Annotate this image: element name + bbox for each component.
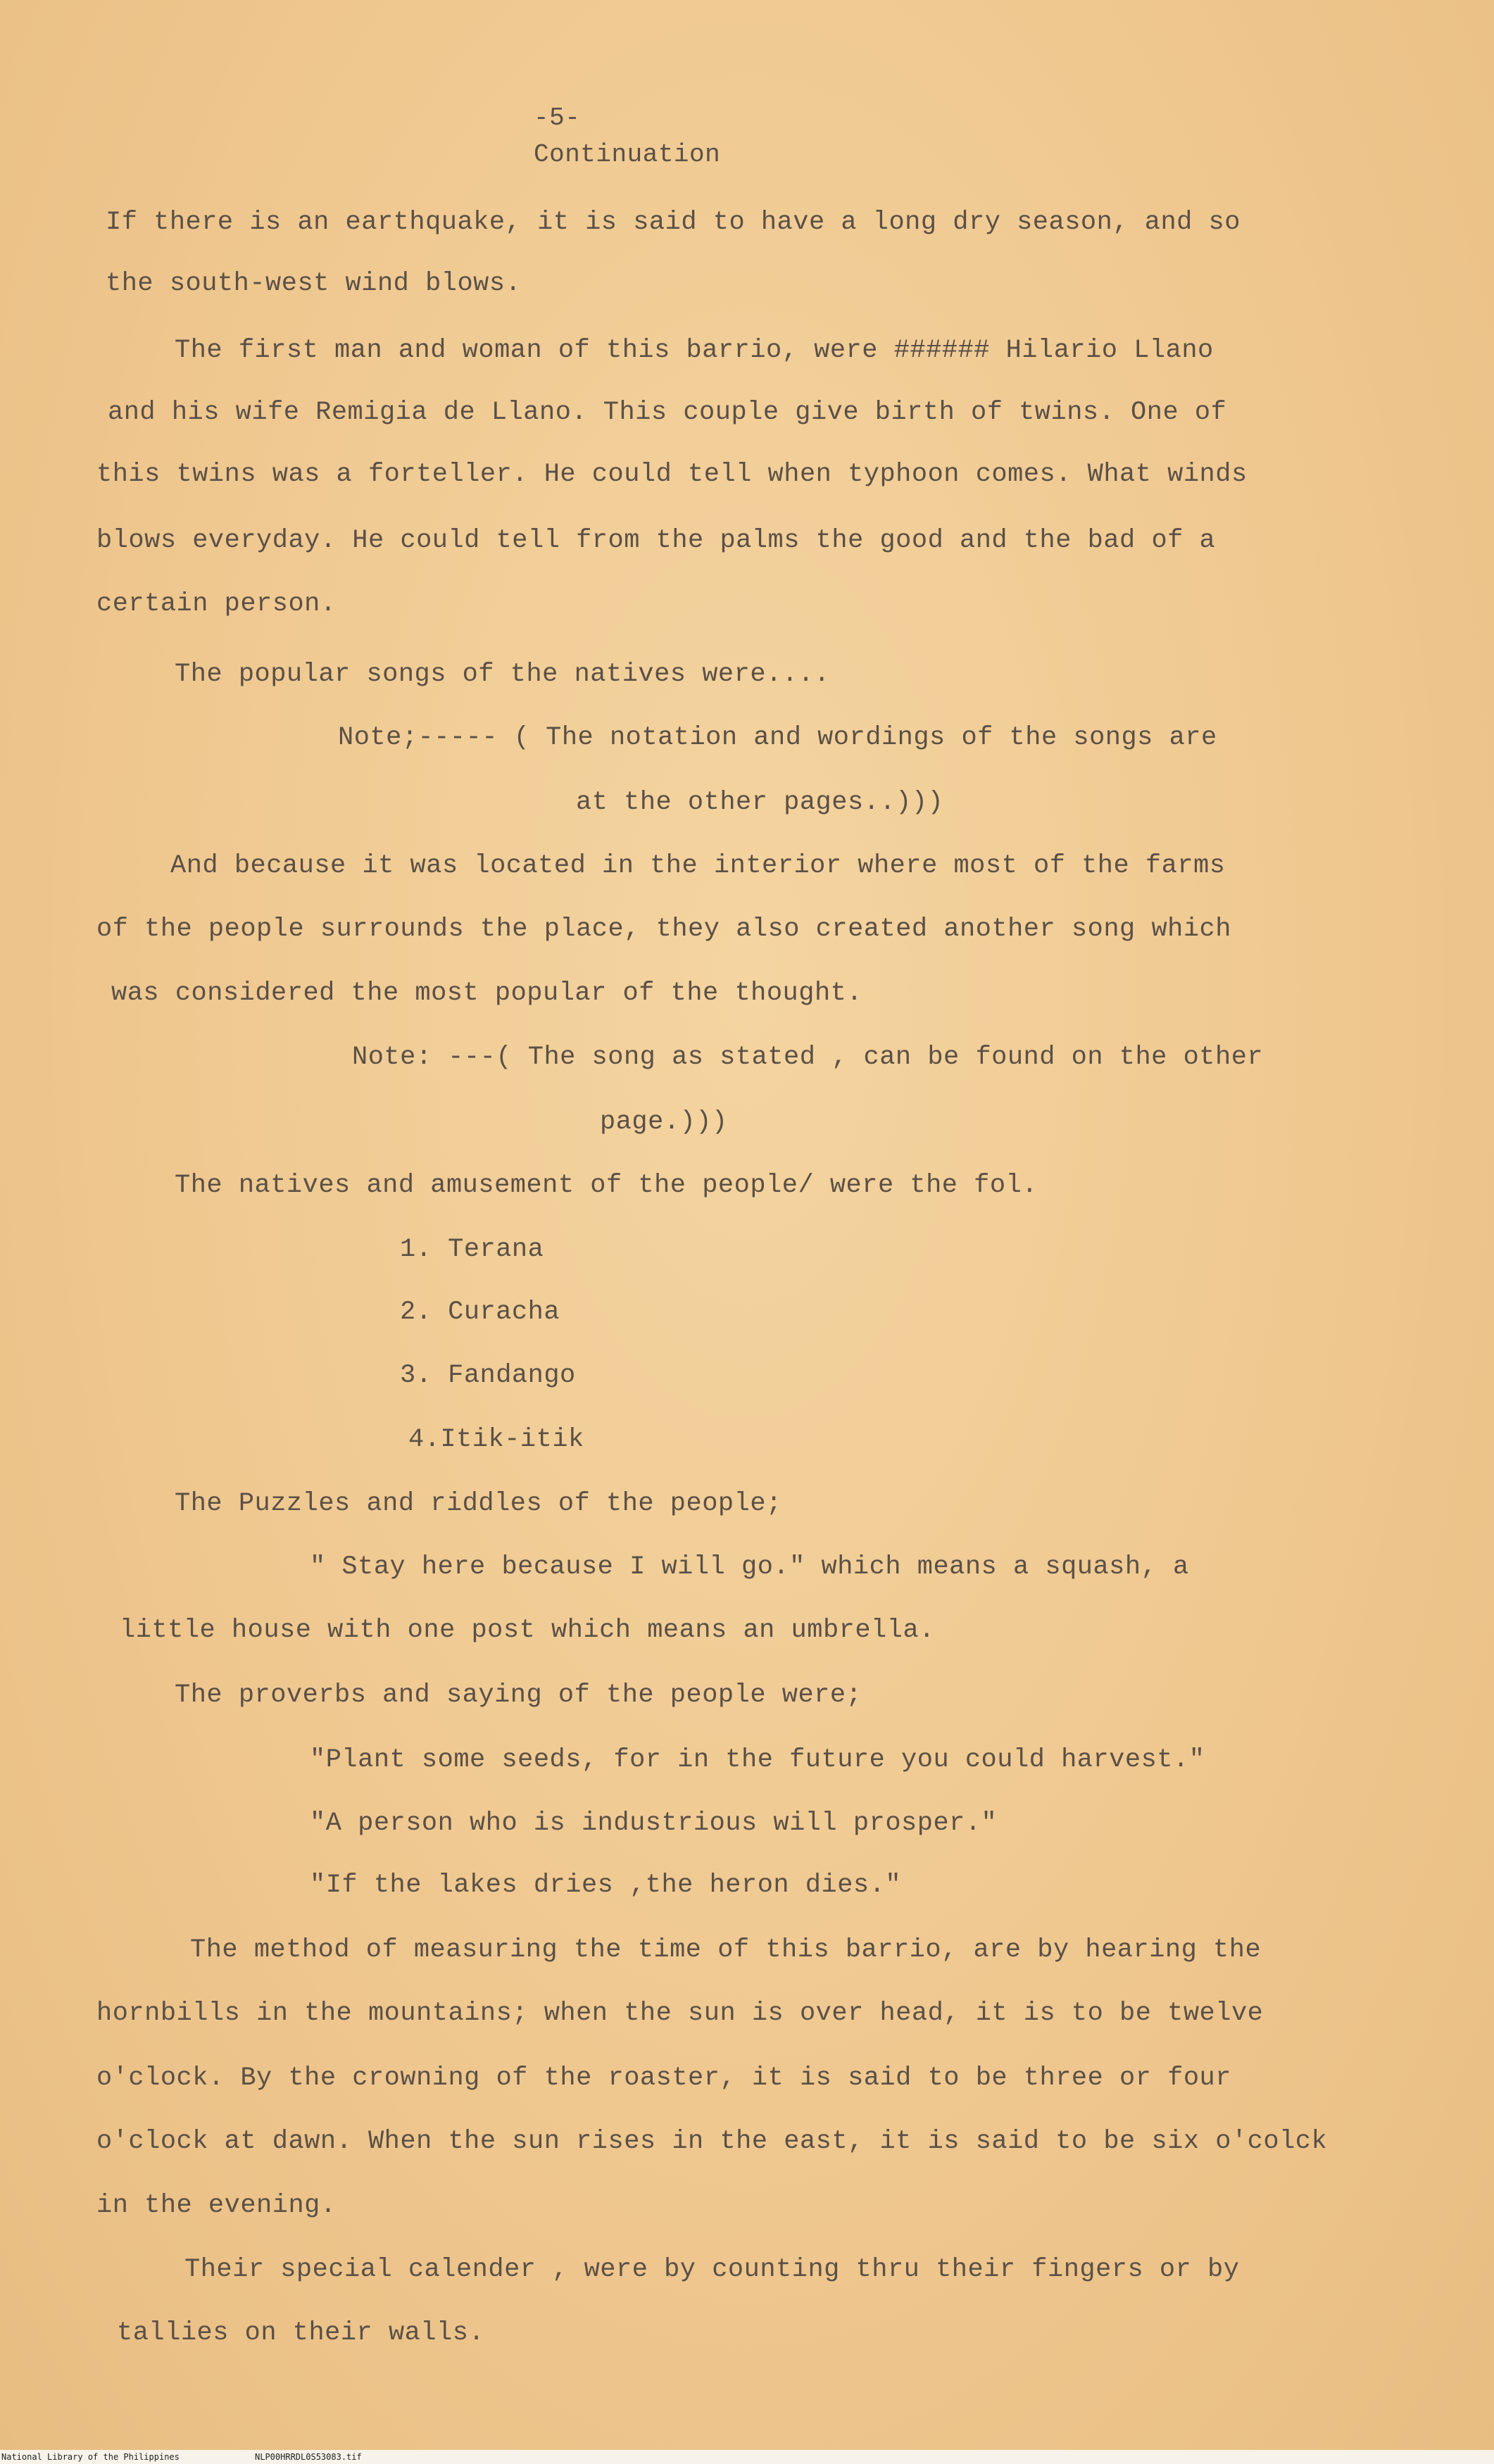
text-line: The popular songs of the natives were.... bbox=[175, 660, 830, 689]
page-number: -5- bbox=[534, 103, 581, 132]
text-line: certain person. bbox=[96, 589, 337, 619]
list-item: 3. Fandango bbox=[400, 1361, 576, 1390]
text-line: was considered the most popular of the thought. bbox=[111, 979, 863, 1008]
note-line: at the other pages..))) bbox=[576, 788, 944, 817]
list-item: 1. Terana bbox=[400, 1235, 544, 1264]
note-line: page.))) bbox=[600, 1107, 728, 1137]
text-line: The proverbs and saying of the people were; bbox=[175, 1680, 862, 1710]
text-line: Their special calender , were by counting thru their fingers or by bbox=[184, 2255, 1240, 2284]
text-line: of the people surrounds the place, they also created another song which bbox=[96, 914, 1231, 944]
text-line: The method of measuring the time of this barrio, are by hearing the bbox=[190, 1935, 1262, 1965]
text-line: this twins was a forteller. He could tell when typhoon comes. What winds bbox=[96, 460, 1248, 489]
text-line: hornbills in the mountains; when the sun is over head, it is to be twelve bbox=[96, 1999, 1264, 2028]
text-line: The natives and amusement of the people/ were the fol. bbox=[175, 1171, 1038, 1200]
page-subtitle: Continuation bbox=[534, 140, 721, 169]
note-line: Note: ---( The song as stated , can be found on the other bbox=[352, 1043, 1264, 1072]
proverb-line: "Plant some seeds, for in the future you could harvest." bbox=[310, 1745, 1205, 1775]
text-line: blows everyday. He could tell from the palms the good and the bad of a bbox=[96, 526, 1216, 555]
archive-footer bbox=[0, 2450, 1494, 2464]
text-line: The Puzzles and riddles of the people; bbox=[175, 1489, 782, 1519]
text-line: tallies on their walls. bbox=[117, 2318, 485, 2348]
list-item: 4.Itik-itik bbox=[408, 1425, 584, 1454]
text-line: o'clock. By the crowning of the roaster, it is said to be three or four bbox=[96, 2063, 1231, 2093]
text-line: o'clock at dawn. When the sun rises in the east, it is said to be six o'colck bbox=[96, 2127, 1328, 2156]
proverb-line: "If the lakes dries ,the heron dies." bbox=[310, 1871, 902, 1900]
text-line: little house with one post which means an umbrella. bbox=[120, 1616, 935, 1645]
note-line: Note;----- ( The notation and wordings of the songs are bbox=[338, 723, 1217, 753]
text-line: and his wife Remigia de Llano. This couple give birth of twins. One of bbox=[108, 398, 1227, 427]
footer-file-id: NLP00HRRDL0S53083.tif bbox=[255, 2452, 362, 2462]
text-line: in the evening. bbox=[96, 2191, 337, 2220]
footer-source: National Library of the Philippines bbox=[1, 2452, 180, 2462]
proverb-line: "A person who is industrious will prosper." bbox=[310, 1809, 998, 1838]
text-line: If there is an earthquake, it is said to have a long dry season, and so bbox=[106, 208, 1241, 237]
text-line: And because it was located in the interior where most of the farms bbox=[170, 851, 1226, 881]
list-item: 2. Curacha bbox=[400, 1297, 560, 1327]
text-line: The first man and woman of this barrio, were ###### Hilario Llano bbox=[175, 336, 1214, 365]
text-line: " Stay here because I will go." which means a squash, a bbox=[310, 1552, 1189, 1582]
text-line: the south-west wind blows. bbox=[106, 269, 522, 298]
